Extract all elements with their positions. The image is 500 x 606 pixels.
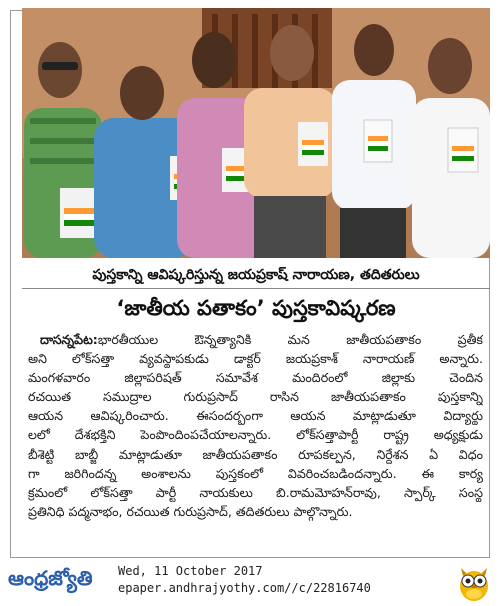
article-line: లలో దేశభక్తిని పెంపొందింపచేయాలన్నారు. లోక్‌సత్తాపార్టీ రాష్ట్ర అధ్యక్షుడు: [28, 427, 483, 443]
article-line: ఆయన ఆవిష్కరించారు. ఈసందర్భంగా ఆయన మాట్లాడుతూ విద్యార్థు: [28, 408, 483, 424]
article-line: క్రమంలో లోక్‌సత్తా పార్టీ నాయకులు బి.రామమోహన్‌రావు, స్పార్క్ సంస్థ: [28, 484, 483, 500]
article-dateline: దాసన్నపేట:: [40, 332, 98, 347]
publication-date: Wed, 11 October 2017: [118, 564, 263, 578]
news-photo: [22, 8, 490, 258]
article-line: ప్రతినిధి పద్మనాభం, రచయిత గురుప్రసాద్, తదితరులు పాల్గొన్నారు.: [28, 503, 353, 519]
owl-mascot-icon: [455, 562, 493, 602]
epaper-footer: [0, 560, 500, 603]
article-line: అని లోక్‌సత్తా వ్యవస్థాపకుడు డాక్టర్ జయప్రకాశ్ నారాయణ్ అన్నారు.: [28, 351, 483, 367]
article-line: [28, 330, 483, 349]
epaper-url[interactable]: epaper.andhrajyothy.com//c/22816740: [118, 581, 371, 595]
photo-caption: పుస్తకాన్ని ఆవిష్కరిస్తున్న జయప్రకాష్ నారాయణ, తదితరులు: [22, 262, 490, 289]
article-line: బీశెట్టి బాబ్జీ మాట్లాడుతూ జాతీయపతాకం రూపకల్పన, నిర్దేశన ఏ విధం: [28, 446, 483, 462]
article-line: రచయిత సముద్రాల గురుప్రసాద్ రాసిన జాతీయపతాకం పుస్తకాన్ని: [28, 389, 483, 405]
article-body: [28, 330, 483, 556]
article-line: మంగళవారం జిల్లాపరిషత్ సమావేశ మందిరంలో జిల్లాకు చెందిన: [28, 370, 483, 386]
article-line-text: భారతీయుల ఔన్నత్యానికి మన జాతీయపతాకం ప్రతీక: [97, 332, 483, 347]
article-line: గా జరిగిందన్న అంశాలను పుస్తకంలో వివరించబడిందన్నారు. ఈ కార్య: [28, 465, 483, 481]
article-headline: ‘జాతీయ పతాకం’ పుస్తకావిష్కరణ: [116, 296, 396, 320]
andhrajyothy-logo: ఆంధ్రజ్యోతి: [8, 566, 93, 590]
